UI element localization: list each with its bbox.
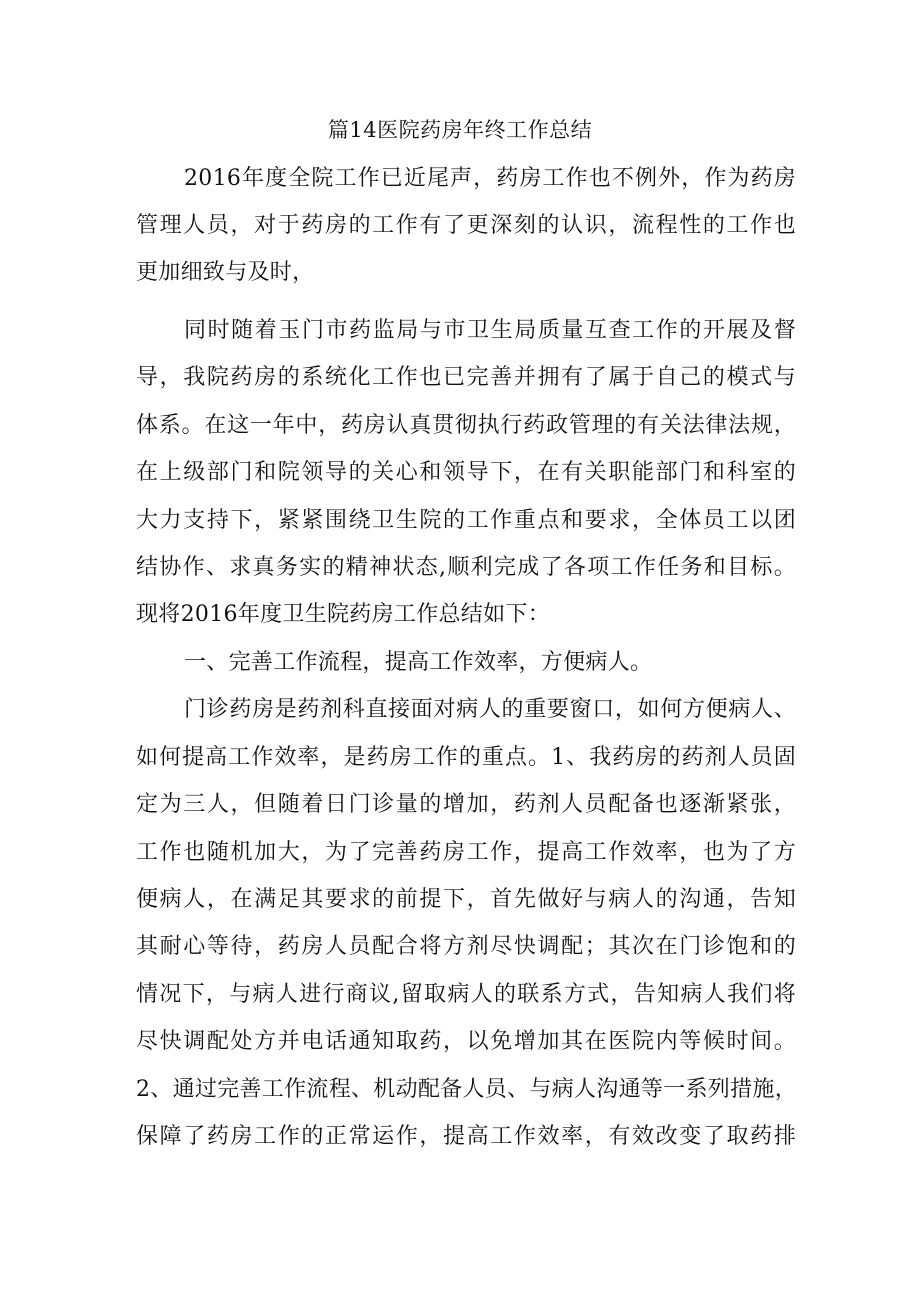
paragraph-line: 更加细致与及时， <box>136 260 315 285</box>
paragraph-line: 情况下，与病人进行商议,留取病人的联系方式，告知病人我们将 <box>136 982 796 1007</box>
paragraph-line: 门诊药房是药剂科直接面对病人的重要窗口，如何方便病人、 <box>184 697 796 722</box>
paragraph-line: 如何提高工作效率，是药房工作的重点。1、我药房的药剂人员固 <box>136 745 796 770</box>
paragraph-line: 管理人员，对于药房的工作有了更深刻的认识，流程性的工作也 <box>136 213 796 238</box>
paragraph-line: 便病人，在满足其要求的前提下，首先做好与病人的沟通，告知 <box>136 887 796 912</box>
document-title: 篇14医院药房年终工作总结 <box>327 118 593 142</box>
paragraph-line: 结协作、求真务实的精神状态,顺利完成了各项工作任务和目标。 <box>136 555 796 580</box>
paragraph-line: 大力支持下，紧紧围绕卫生院的工作重点和要求，全体员工以团 <box>136 508 796 533</box>
paragraph-line: 2016年度全院工作已近尾声，药房工作也不例外，作为药房 <box>184 166 796 191</box>
paragraph-line: 在上级部门和院领导的关心和领导下，在有关职能部门和科室的 <box>136 460 796 485</box>
paragraph-line: 同时随着玉门市药监局与市卫生局质量互查工作的开展及督 <box>184 318 796 343</box>
paragraph-line: 工作也随机加大，为了完善药房工作，提高工作效率，也为了方 <box>136 840 796 865</box>
section-heading: 一、完善工作流程，提高工作效率，方便病人。 <box>184 650 653 675</box>
paragraph-line: 定为三人，但随着日门诊量的增加，药剂人员配备也逐渐紧张， <box>136 792 796 817</box>
paragraph-line: 体系。在这一年中，药房认真贯彻执行药政管理的有关法律法规， <box>136 413 796 438</box>
paragraph-line: 现将2016年度卫生院药房工作总结如下： <box>136 602 550 627</box>
paragraph-line: 2、通过完善工作流程、机动配备人员、与病人沟通等一系列措施， <box>136 1077 797 1102</box>
paragraph-line: 保障了药房工作的正常运作，提高工作效率，有效改变了取药排 <box>136 1124 796 1149</box>
paragraph-line: 其耐心等待，药房人员配合将方剂尽快调配；其次在门诊饱和的 <box>136 934 796 959</box>
paragraph-line: 尽快调配处方并电话通知取药，以免增加其在医院内等候时间。 <box>136 1029 796 1054</box>
paragraph-line: 导，我院药房的系统化工作也已完善并拥有了属于自己的模式与 <box>136 365 796 390</box>
